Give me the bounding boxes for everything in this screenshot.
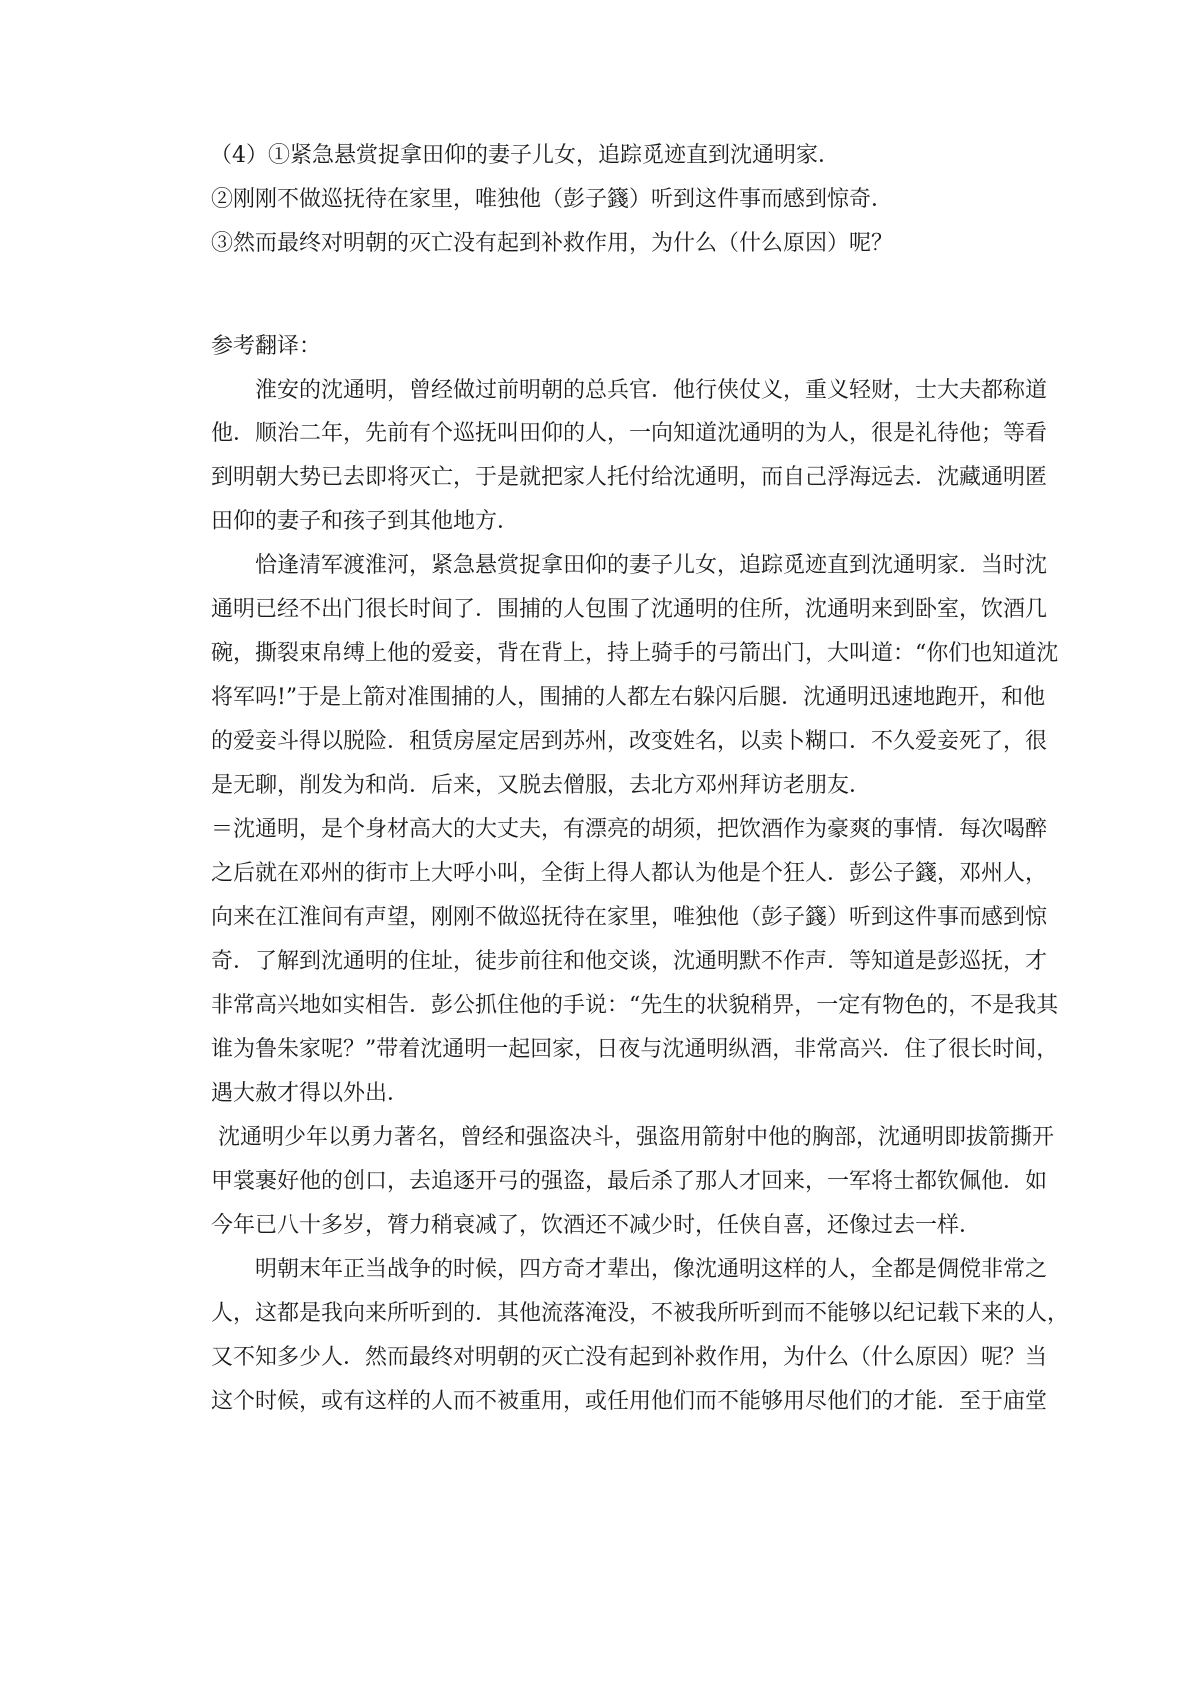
paragraph-3-line-7: 遇大赦才得以外出． bbox=[211, 1081, 410, 1106]
paragraph-3-line-6: 谁为鲁朱家呢？”带着沈通明一起回家，日夜与沈通明纵酒，非常高兴．住了很长时间， bbox=[211, 1037, 1059, 1062]
paragraph-2-line-4: 将军吗!”于是上箭对准围捕的人，围捕的人都左右躲闪后腿．沈通明迅速地跑开，和他 bbox=[211, 685, 1046, 710]
paragraph-5-line-1: 明朝末年正当战争的时候，四方奇才辈出，像沈通明这样的人，全都是倜傥非常之 bbox=[255, 1257, 1048, 1282]
paragraph-3-line-2: 之后就在邓州的街市上大呼小叫，全街上得人都认为他是个狂人．彭公子籛，邓州人， bbox=[211, 861, 1048, 886]
paragraph-1-line-4: 田仰的妻子和孩子到其他地方． bbox=[211, 509, 520, 534]
paragraph-3-line-3: 向来在江淮间有声望，刚刚不做巡抚待在家里，唯独他（彭子籛）听到这件事而感到惊 bbox=[211, 905, 1048, 930]
paragraph-5-line-4: 这个时候，或有这样的人而不被重用，或任用他们而不能够用尽他们的才能．至于庙堂 bbox=[211, 1389, 1048, 1414]
paragraph-4-line-3: 今年已八十多岁，膂力稍衰减了，饮酒还不减少时，任侠自喜，还像过去一样． bbox=[211, 1213, 982, 1238]
paragraph-2-line-5: 的爱妾斗得以脱险．租赁房屋定居到苏州，改变姓名，以卖卜糊口．不久爱妾死了，很 bbox=[211, 729, 1048, 754]
paragraph-1-line-2: 他．顺治二年，先前有个巡抚叫田仰的人，一向知道沈通明的为人，很是礼待他；等看 bbox=[211, 421, 1048, 446]
paragraph-3-line-1: ＝沈通明，是个身材高大的大丈夫，有漂亮的胡须，把饮酒作为豪爽的事情．每次喝醉 bbox=[211, 817, 1048, 842]
translation-heading: 参考翻译： bbox=[211, 334, 322, 359]
paragraph-4-line-2: 甲裳裹好他的创口，去追逐开弓的强盗，最后杀了那人才回来，一军将士都钦佩他．如 bbox=[211, 1169, 1048, 1194]
paragraph-3-line-4: 奇．了解到沈通明的住址，徒步前往和他交谈，沈通明默不作声．等知道是彭巡抚，才 bbox=[211, 949, 1048, 974]
paragraph-2-line-2: 通明已经不出门很长时间了．围捕的人包围了沈通明的住所，沈通明来到卧室，饮酒几 bbox=[211, 597, 1048, 622]
answer-line-3: ③然而最终对明朝的灭亡没有起到补救作用，为什么（什么原因）呢？ bbox=[211, 231, 894, 256]
paragraph-1-line-3: 到明朝大势已去即将灭亡，于是就把家人托付给沈通明，而自己浮海远去．沈藏通明匿 bbox=[211, 465, 1048, 490]
paragraph-5-line-2: 人，这都是我向来所听到的．其他流落淹没，不被我所听到而不能够以纪记载下来的人， bbox=[211, 1301, 1070, 1326]
paragraph-2-line-3: 碗，撕裂束帛缚上他的爱妾，背在背上，持上骑手的弓箭出门，大叫道：“你们也知道沈 bbox=[211, 641, 1059, 666]
paragraph-2-line-6: 是无聊，削发为和尚．后来，又脱去僧服，去北方邓州拜访老朋友． bbox=[211, 773, 872, 798]
paragraph-1-line-1: 淮安的沈通明，曾经做过前明朝的总兵官．他行侠仗义，重义轻财，士大夫都称道 bbox=[255, 378, 1048, 403]
answer-line-2: ②刚刚不做巡抚待在家里，唯独他（彭子籛）听到这件事而感到惊奇． bbox=[211, 187, 894, 212]
paragraph-2-line-1: 恰逢清军渡淮河，紧急悬赏捉拿田仰的妻子儿女，追踪觅迹直到沈通明家．当时沈 bbox=[255, 553, 1048, 578]
paragraph-4-line-1: 沈通明少年以勇力著名，曾经和强盗决斗，强盗用箭射中他的胸部，沈通明即拔箭撕开 bbox=[218, 1125, 1055, 1150]
paragraph-5-line-3: 又不知多少人．然而最终对明朝的灭亡没有起到补救作用，为什么（什么原因）呢？当 bbox=[211, 1345, 1048, 1370]
paragraph-3-line-5: 非常高兴地如实相告．彭公抓住他的手说：“先生的状貌稍畀，一定有物色的，不是我其 bbox=[211, 993, 1059, 1018]
answer-line-1: （4）①紧急悬赏捉拿田仰的妻子儿女，追踪觅迹直到沈通明家． bbox=[210, 143, 840, 168]
